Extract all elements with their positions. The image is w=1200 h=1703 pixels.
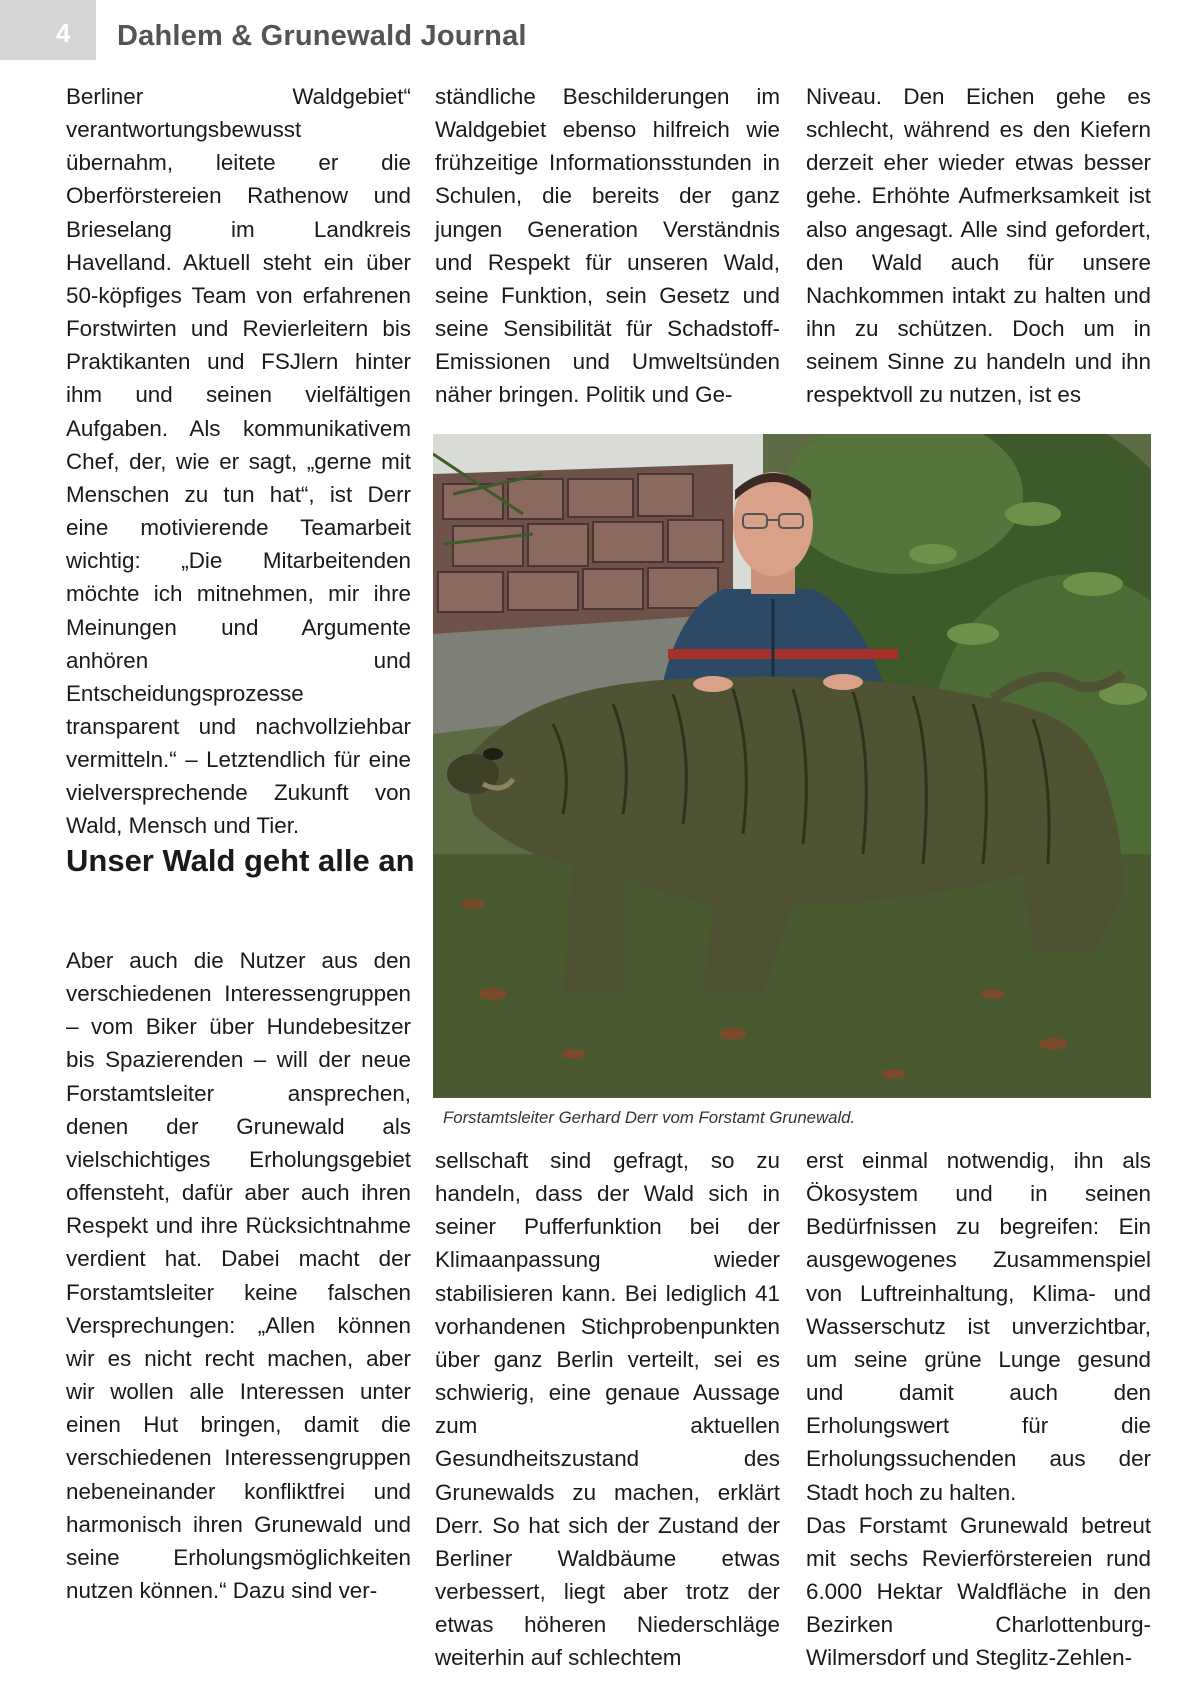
page-number-box (0, 0, 96, 60)
article-paragraph: Niveau. Den Eichen gehe es schlecht, während es den Kiefern derzeit eher wieder etwas besser gehe. Erhöhte Aufmerksamkeit ist also angesagt. Alle sind gefordert, den Wald auch für unsere Nachkommen intakt zu halten und ihn zu schützen. Doch um in seinem Sinne zu handeln und ihn respektvoll zu nutzen, ist es (806, 84, 1151, 408)
article-paragraph: Berliner Waldgebiet“ verantwortungsbewusst übernahm, leitete er die Oberförstereien Rathenow und Brieselang im Landkreis Havelland. Aktuell steht ein über 50-köpfiges Team von erfahrenen Forstwirten und Revierleitern bis Praktikanten und FSJlern hinter ihm und seinen vielfältigen Aufgaben. Als kommunikativem Chef, der, wie er sagt, „gerne mit Menschen zu tun hat“, ist Derr eine motivierende Teamarbeit wichtig: „Die Mitarbeitenden möchte ich mitnehmen, mir ihre Meinungen und Argumente anhören und Entscheidungsprozesse transparent und nachvollziehbar vermitteln.“ – Letztendlich für eine vielversprechende Zukunft von Wald, Mensch und Tier. (66, 84, 411, 839)
article-column-3-bottom (806, 1144, 1151, 1675)
article-paragraph: Das Forstamt Grunewald betreut mit sechs Revierförstereien rund 6.000 Hektar Waldfläche in den Bezirken Charlottenburg-Wilmersdorf und Steglitz-Zehlen- (806, 1512, 1151, 1671)
photo-caption: Forstamtsleiter Gerhard Derr vom Forstamt Grunewald. (443, 1108, 856, 1127)
article-column-1-top (66, 80, 411, 843)
article-column-1-bottom (66, 944, 411, 1607)
article-paragraph: Aber auch die Nutzer aus den verschiedenen Interessengruppen – vom Biker über Hundebesitzer bis Spazierenden – will der neue Forstamtsleiter ansprechen, denen der Grunewald als vielschichtiges Erholungsgebiet offensteht, dafür aber auch ihren Respekt und ihre Rücksichtnahme verdient hat. Dabei macht der Forstamtsleiter keine falschen Versprechungen: „Allen können wir es nicht recht machen, aber wir wollen alle Interessen unter einen Hut bringen, damit die verschiedenen Interessengruppen nebeneinander konfliktfrei und harmonisch ihren Grunewald und seine Erholungsmöglichkeiten nutzen können.“ Dazu sind ver- (66, 948, 411, 1603)
journal-title: Dahlem & Grunewald Journal (117, 20, 527, 52)
article-column-2-top (435, 80, 780, 412)
article-paragraph: ständliche Beschilderungen im Waldgebiet ebenso hilfreich wie frühzeitige Informationsstunden in Schulen, die bereits der ganz jungen Generation Verständnis und Respekt für unseren Wald, seine Funktion, sein Gesetz und seine Sensibilität für Schadstoff-Emissionen und Umweltsünden näher bringen. Politik und Ge- (435, 84, 780, 408)
page-number: 4 (56, 18, 71, 48)
article-paragraph: erst einmal notwendig, ihn als Ökosystem und in seinen Bedürfnissen zu begreifen: Ein ausgewogenes Zusammenspiel von Luftreinhaltung, Klima- und Wasserschutz ist unverzichtbar, um seine grüne Lunge gesund und damit auch den Erholungswert für die Erholungssuchenden aus der Stadt hoch zu halten. (806, 1148, 1151, 1505)
article-paragraph: sellschaft sind gefragt, so zu handeln, dass der Wald sich in seiner Pufferfunktion bei der Klimaanpassung wieder stabilisieren kann. Bei lediglich 41 vorhandenen Stichprobenpunkten über ganz Berlin verteilt, sei es schwierig, eine genaue Aussage zum aktuellen Gesundheitszustand des Grunewalds zu machen, erklärt Derr. So hat sich der Zustand der Berliner Waldbäume etwas verbessert, liegt aber trotz der etwas höheren Niederschläge weiterhin auf schlechtem (435, 1148, 780, 1671)
section-heading: Unser Wald geht alle an (66, 843, 415, 878)
article-column-3-top (806, 80, 1151, 412)
article-column-2-bottom (435, 1144, 780, 1675)
article-photo (433, 434, 1151, 1098)
photo-forester-with-boar-sculpture (433, 434, 1151, 1098)
